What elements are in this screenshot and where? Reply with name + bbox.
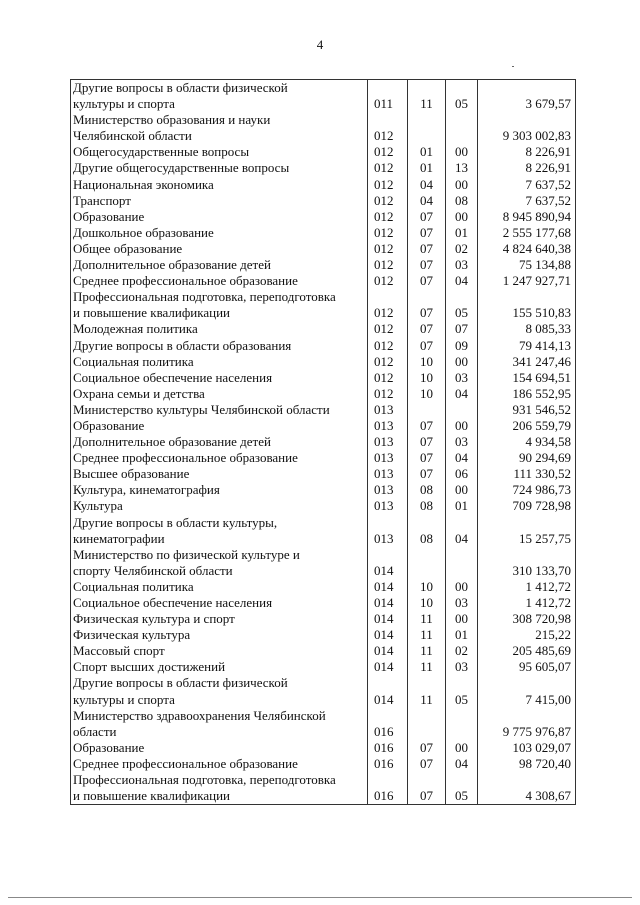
row-code: 013 [368, 482, 408, 498]
row-name-line: кинематографии [73, 530, 165, 546]
table-row [71, 740, 576, 756]
row-subsection: 05 [446, 289, 478, 321]
row-name [71, 450, 368, 466]
row-name-line: Физическая культура [73, 627, 191, 643]
row-name [71, 160, 368, 176]
row-name [71, 772, 368, 805]
row-name-line: Министерство по физической культуре и [73, 546, 300, 562]
row-code: 014 [368, 675, 408, 707]
row-subsection: 00 [446, 209, 478, 225]
row-subsection: 03 [446, 370, 478, 386]
table-row [71, 354, 576, 370]
row-name-line: Челябинской области [73, 128, 192, 144]
row-amount: 154 694,51 [478, 370, 576, 386]
row-name-line: Среднее профессиональное образование [73, 450, 298, 466]
row-amount: 8 226,91 [478, 160, 576, 176]
row-amount: 7 637,52 [478, 177, 576, 193]
row-name-line: и повышение квалификации [73, 305, 231, 321]
table-row [71, 321, 576, 337]
row-name-line: Физическая культура и спорт [73, 611, 235, 627]
row-name [71, 193, 368, 209]
row-code: 012 [368, 289, 408, 321]
row-subsection: 00 [446, 579, 478, 595]
table-row [71, 579, 576, 595]
row-amount: 79 414,13 [478, 338, 576, 354]
row-subsection: 04 [446, 515, 478, 547]
row-section [408, 547, 446, 579]
table-row [71, 112, 576, 144]
row-section: 11 [408, 675, 446, 707]
table-row [71, 498, 576, 514]
row-name-line: Образование [73, 739, 145, 755]
row-subsection: 04 [446, 450, 478, 466]
row-section: 07 [408, 756, 446, 772]
table-row [71, 450, 576, 466]
row-section: 07 [408, 450, 446, 466]
row-subsection: 02 [446, 643, 478, 659]
row-name [71, 144, 368, 160]
row-subsection: 00 [446, 482, 478, 498]
row-name-line: и повышение квалификации [73, 788, 231, 804]
table-row [71, 386, 576, 402]
row-name-line: Среднее профессиональное образование [73, 273, 298, 289]
row-name [71, 257, 368, 273]
row-name-line: Культура, кинематография [73, 482, 220, 498]
row-name [71, 547, 368, 579]
row-name [71, 177, 368, 193]
row-name [71, 370, 368, 386]
row-name-line: Общее образование [73, 240, 183, 256]
row-code: 013 [368, 515, 408, 547]
row-code: 013 [368, 498, 408, 514]
row-name-line: Дополнительное образование детей [73, 257, 271, 273]
row-amount: 1 247 927,71 [478, 273, 576, 289]
row-amount: 90 294,69 [478, 450, 576, 466]
row-code: 014 [368, 579, 408, 595]
row-name [71, 418, 368, 434]
row-name [71, 209, 368, 225]
row-amount: 7 415,00 [478, 675, 576, 707]
row-section: 08 [408, 515, 446, 547]
row-name-line: культуры и спорта [73, 96, 175, 112]
row-section: 08 [408, 498, 446, 514]
row-name [71, 627, 368, 643]
row-name-line: Общегосударственные вопросы [73, 144, 250, 160]
row-name [71, 225, 368, 241]
table-row [71, 611, 576, 627]
row-subsection: 00 [446, 740, 478, 756]
row-name-line: Социальная политика [73, 578, 194, 594]
row-name [71, 354, 368, 370]
row-code: 012 [368, 193, 408, 209]
row-subsection: 01 [446, 225, 478, 241]
row-amount: 8 226,91 [478, 144, 576, 160]
row-subsection: 02 [446, 241, 478, 257]
row-section: 07 [408, 466, 446, 482]
row-code: 014 [368, 595, 408, 611]
row-code: 012 [368, 160, 408, 176]
row-subsection: 04 [446, 273, 478, 289]
row-name [71, 611, 368, 627]
table-row [71, 225, 576, 241]
page-number: 4 [316, 37, 324, 52]
row-code: 013 [368, 402, 408, 418]
row-name [71, 579, 368, 595]
table-row [71, 80, 576, 113]
row-code: 012 [368, 257, 408, 273]
row-name-line: Культура [73, 498, 123, 514]
row-code: 013 [368, 466, 408, 482]
row-name-line: Охрана семьи и детства [73, 385, 205, 401]
row-name-line: Национальная экономика [73, 176, 214, 192]
row-subsection [446, 708, 478, 740]
row-amount: 1 412,72 [478, 579, 576, 595]
row-amount: 2 555 177,68 [478, 225, 576, 241]
budget-table [70, 79, 576, 805]
row-section: 07 [408, 321, 446, 337]
bottom-rule [8, 897, 632, 898]
row-section [408, 402, 446, 418]
row-section [408, 708, 446, 740]
table-row [71, 241, 576, 257]
row-amount: 4 934,58 [478, 434, 576, 450]
row-name-line: Транспорт [73, 192, 131, 208]
row-amount: 9 775 976,87 [478, 708, 576, 740]
row-amount: 75 134,88 [478, 257, 576, 273]
row-code: 013 [368, 418, 408, 434]
row-name-line: Дополнительное образование детей [73, 434, 271, 450]
row-code: 012 [368, 370, 408, 386]
row-section: 07 [408, 338, 446, 354]
row-section: 07 [408, 241, 446, 257]
row-code: 016 [368, 708, 408, 740]
row-name-line: Молодежная политика [73, 321, 198, 337]
row-amount: 15 257,75 [478, 515, 576, 547]
row-section: 07 [408, 225, 446, 241]
row-section: 04 [408, 193, 446, 209]
row-name [71, 659, 368, 675]
row-amount: 724 986,73 [478, 482, 576, 498]
row-section [408, 112, 446, 144]
table-row [71, 257, 576, 273]
row-amount: 308 720,98 [478, 611, 576, 627]
row-name [71, 402, 368, 418]
row-code: 012 [368, 112, 408, 144]
row-subsection: 08 [446, 193, 478, 209]
row-amount: 7 637,52 [478, 193, 576, 209]
row-section: 11 [408, 659, 446, 675]
row-subsection: 05 [446, 80, 478, 113]
row-subsection: 09 [446, 338, 478, 354]
row-name-line: Образование [73, 208, 145, 224]
row-name-line: Социальная политика [73, 353, 194, 369]
row-amount: 310 133,70 [478, 547, 576, 579]
table-row [71, 675, 576, 707]
row-name [71, 321, 368, 337]
table-row [71, 193, 576, 209]
row-subsection: 03 [446, 434, 478, 450]
row-amount: 1 412,72 [478, 595, 576, 611]
row-code: 012 [368, 225, 408, 241]
table-row [71, 370, 576, 386]
row-name [71, 289, 368, 321]
row-name-line: Среднее профессиональное образование [73, 755, 298, 771]
table-row [71, 160, 576, 176]
row-name-line: Дошкольное образование [73, 224, 214, 240]
row-code: 016 [368, 756, 408, 772]
row-name-line: культуры и спорта [73, 691, 175, 707]
row-subsection: 03 [446, 257, 478, 273]
row-subsection: 05 [446, 772, 478, 805]
row-code: 014 [368, 547, 408, 579]
row-name [71, 386, 368, 402]
row-name [71, 708, 368, 740]
row-amount: 111 330,52 [478, 466, 576, 482]
row-code: 016 [368, 772, 408, 805]
row-amount: 95 605,07 [478, 659, 576, 675]
row-amount: 4 308,67 [478, 772, 576, 805]
table-body [71, 80, 576, 805]
row-amount: 206 559,79 [478, 418, 576, 434]
row-code: 013 [368, 450, 408, 466]
row-section: 10 [408, 579, 446, 595]
row-name [71, 595, 368, 611]
row-section: 07 [408, 289, 446, 321]
row-code: 012 [368, 209, 408, 225]
row-subsection [446, 547, 478, 579]
row-code: 012 [368, 273, 408, 289]
row-section: 10 [408, 370, 446, 386]
row-amount: 205 485,69 [478, 643, 576, 659]
table-row [71, 209, 576, 225]
row-code: 012 [368, 144, 408, 160]
row-section: 07 [408, 418, 446, 434]
row-name-line: Министерство культуры Челябинской области [73, 401, 330, 417]
row-name [71, 675, 368, 707]
row-name-line: Другие общегосударственные вопросы [73, 160, 290, 176]
row-subsection: 00 [446, 354, 478, 370]
row-subsection: 06 [446, 466, 478, 482]
row-name [71, 498, 368, 514]
row-section: 10 [408, 595, 446, 611]
row-name-line: Социальное обеспечение населения [73, 369, 273, 385]
table-row [71, 466, 576, 482]
row-name-line: Высшее образование [73, 466, 190, 482]
row-section: 04 [408, 177, 446, 193]
row-amount: 931 546,52 [478, 402, 576, 418]
row-code: 012 [368, 177, 408, 193]
row-subsection: 03 [446, 595, 478, 611]
row-name-line: Массовый спорт [73, 643, 165, 659]
row-name-line: спорту Челябинской области [73, 562, 233, 578]
row-subsection: 13 [446, 160, 478, 176]
table-row [71, 547, 576, 579]
table-row [71, 515, 576, 547]
table-row [71, 643, 576, 659]
row-amount: 9 303 002,83 [478, 112, 576, 144]
row-name [71, 112, 368, 144]
table-row [71, 177, 576, 193]
table-row [71, 772, 576, 805]
row-name [71, 273, 368, 289]
row-amount: 8 945 890,94 [478, 209, 576, 225]
row-section: 11 [408, 611, 446, 627]
row-amount: 155 510,83 [478, 289, 576, 321]
row-amount: 186 552,95 [478, 386, 576, 402]
table-row [71, 338, 576, 354]
row-name [71, 756, 368, 772]
row-section: 07 [408, 257, 446, 273]
row-section: 07 [408, 209, 446, 225]
row-name-line: Спорт высших достижений [73, 659, 226, 675]
row-name-line: Профессиональная подготовка, переподготовка [73, 289, 336, 305]
row-code: 014 [368, 627, 408, 643]
row-subsection [446, 402, 478, 418]
row-name [71, 434, 368, 450]
row-subsection: 01 [446, 627, 478, 643]
row-section: 01 [408, 144, 446, 160]
row-section: 01 [408, 160, 446, 176]
table-row [71, 434, 576, 450]
row-subsection: 00 [446, 144, 478, 160]
row-subsection: 00 [446, 418, 478, 434]
row-amount: 8 085,33 [478, 321, 576, 337]
row-code: 012 [368, 241, 408, 257]
table-row [71, 482, 576, 498]
row-subsection: 03 [446, 659, 478, 675]
row-name-line: Другие вопросы в области образования [73, 337, 292, 353]
row-subsection [446, 112, 478, 144]
row-name-line: Образование [73, 417, 145, 433]
row-subsection: 04 [446, 756, 478, 772]
row-name-line: Министерство образования и науки [73, 112, 271, 128]
table-row [71, 289, 576, 321]
row-amount: 4 824 640,38 [478, 241, 576, 257]
table-row [71, 402, 576, 418]
row-code: 014 [368, 611, 408, 627]
scan-mark [512, 66, 514, 67]
row-name [71, 643, 368, 659]
row-code: 013 [368, 434, 408, 450]
row-name [71, 80, 368, 113]
row-section: 07 [408, 434, 446, 450]
row-subsection: 00 [446, 177, 478, 193]
row-section: 07 [408, 273, 446, 289]
row-amount: 103 029,07 [478, 740, 576, 756]
table-row [71, 273, 576, 289]
row-code: 012 [368, 338, 408, 354]
row-section: 11 [408, 627, 446, 643]
row-section: 08 [408, 482, 446, 498]
row-name [71, 338, 368, 354]
row-code: 014 [368, 659, 408, 675]
row-name [71, 740, 368, 756]
table-row [71, 756, 576, 772]
row-name-line: Профессиональная подготовка, переподготовка [73, 772, 336, 788]
table-row [71, 144, 576, 160]
row-subsection: 04 [446, 386, 478, 402]
row-name-line: области [73, 723, 117, 739]
row-section: 07 [408, 772, 446, 805]
row-section: 11 [408, 643, 446, 659]
row-amount: 341 247,46 [478, 354, 576, 370]
row-name-line: Министерство здравоохранения Челябинской [73, 707, 326, 723]
row-code: 012 [368, 354, 408, 370]
row-code: 016 [368, 740, 408, 756]
row-section: 10 [408, 354, 446, 370]
row-amount: 215,22 [478, 627, 576, 643]
row-subsection: 07 [446, 321, 478, 337]
row-code: 012 [368, 321, 408, 337]
row-amount: 3 679,57 [478, 80, 576, 113]
row-subsection: 00 [446, 611, 478, 627]
row-name [71, 515, 368, 547]
row-name [71, 241, 368, 257]
table-row [71, 418, 576, 434]
row-amount: 709 728,98 [478, 498, 576, 514]
row-code: 014 [368, 643, 408, 659]
row-name [71, 482, 368, 498]
row-name-line: Другие вопросы в области физической [73, 675, 288, 691]
table-row [71, 627, 576, 643]
row-section: 07 [408, 740, 446, 756]
row-subsection: 05 [446, 675, 478, 707]
table-row [71, 659, 576, 675]
table-row [71, 708, 576, 740]
row-subsection: 01 [446, 498, 478, 514]
row-name-line: Социальное обеспечение населения [73, 595, 273, 610]
row-section: 10 [408, 386, 446, 402]
row-amount: 98 720,40 [478, 756, 576, 772]
row-name [71, 466, 368, 482]
row-code: 011 [368, 80, 408, 113]
row-name-line: Другие вопросы в области физической [73, 80, 288, 95]
table-row [71, 595, 576, 611]
row-section: 11 [408, 80, 446, 113]
row-name-line: Другие вопросы в области культуры, [73, 514, 278, 530]
row-code: 012 [368, 386, 408, 402]
